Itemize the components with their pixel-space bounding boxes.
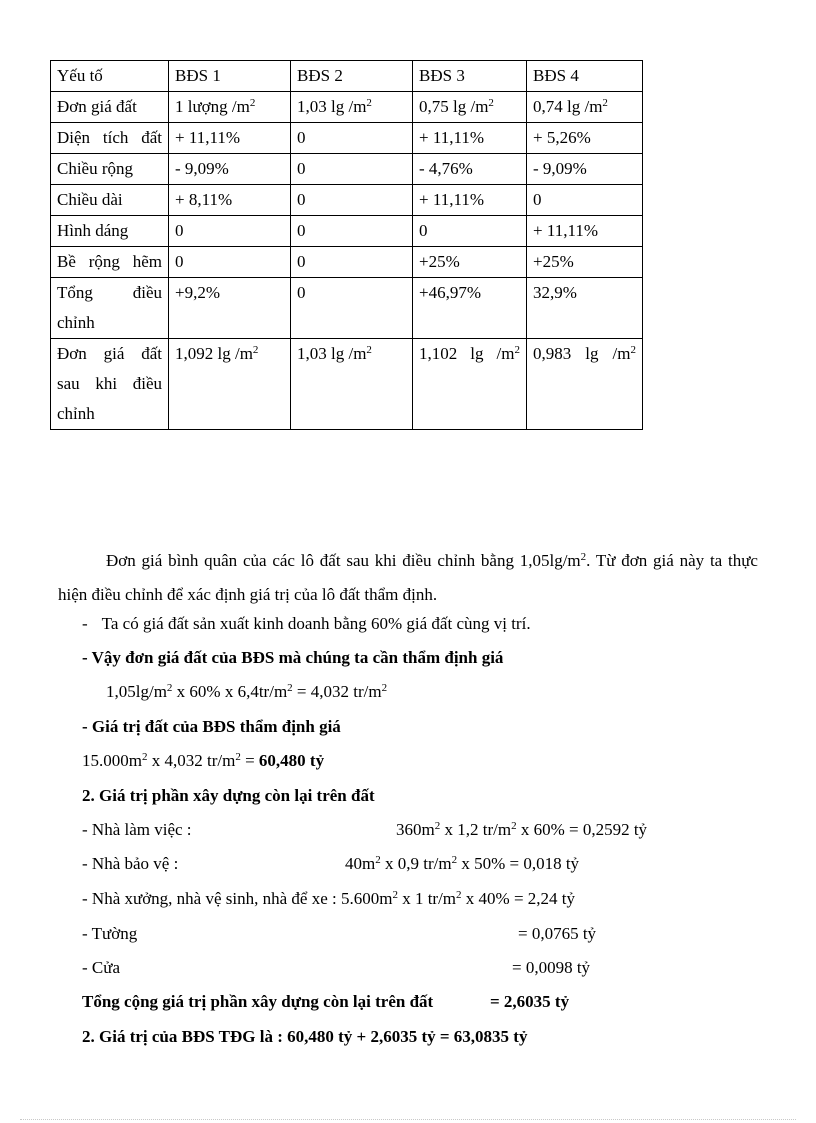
section-heading: 2. Giá trị phần xây dựng còn lại trên đất xyxy=(82,786,375,805)
factor-cell: Chiều rộng xyxy=(51,154,169,185)
summary-paragraph: Đơn giá bình quân của các lô đất sau khi điều chỉnh bằng $1,05\lg/m^2$. Từ đơn giá này ta thực hiện điều chỉnh để xác định giá trị của lô đất thẩm định. xyxy=(58,551,758,604)
table-row xyxy=(51,216,643,247)
table-header-row xyxy=(51,61,643,92)
value-cell: 0,983 $\lg /m^2$ xyxy=(527,339,643,430)
header-cell: BĐS 1 xyxy=(169,61,291,92)
value-cell: +46,97% xyxy=(413,278,527,339)
total-value: = 2,6035 tỷ xyxy=(490,992,570,1011)
value-cell: 1,092 $\lg /m^2$ xyxy=(169,339,291,430)
factor-cell: Bề rộng hẽm xyxy=(51,247,169,278)
header-cell: BĐS 2 xyxy=(291,61,413,92)
factor-cell: Diện tích đất xyxy=(51,123,169,154)
final-value-line: 2. Giá trị của BĐS TĐG là : 60,480 tỷ + 2,6035 tỷ = 63,0835 tỷ xyxy=(82,1027,528,1046)
item-calc: $40m^2$ x 0,9 $tr/m^2$ x 50% = 0,018 tỷ xyxy=(345,854,580,873)
item-value: = 0,0765 tỷ xyxy=(518,924,597,943)
value-cell: 1,03 $\lg /m^2$ xyxy=(291,92,413,123)
value-cell: +25% xyxy=(527,247,643,278)
value-cell: 0 xyxy=(169,247,291,278)
value-cell: 32,9% xyxy=(527,278,643,339)
factor-cell: Đơn giá đất xyxy=(51,92,169,123)
table-row xyxy=(51,154,643,185)
value-cell: + 11,11% xyxy=(413,185,527,216)
total-label: Tổng cộng giá trị phần xây dựng còn lại trên đất xyxy=(82,992,434,1011)
item-label: - Cửa xyxy=(82,958,121,977)
value-cell: + 5,26% xyxy=(527,123,643,154)
value-cell: + 11,11% xyxy=(413,123,527,154)
value-cell: + 11,11% xyxy=(169,123,291,154)
table-row xyxy=(51,278,643,339)
value-cell: 0 xyxy=(291,154,413,185)
land-value-calc: $15.000m^2$ x 4,032 $tr/m^2 = 60,480$ tỷ xyxy=(82,751,325,770)
value-cell: 0 xyxy=(413,216,527,247)
factor-cell: Tổng điều chỉnh xyxy=(51,278,169,339)
page-bottom-rule xyxy=(20,1119,796,1120)
factor-cell: Hình dáng xyxy=(51,216,169,247)
value-cell: + 8,11% xyxy=(169,185,291,216)
comparison-table xyxy=(50,60,643,430)
table-row xyxy=(51,123,643,154)
unit-price-heading: - Vậy đơn giá đất của BĐS mà chúng ta cần thẩm định giá xyxy=(82,648,504,667)
value-cell: 0 xyxy=(527,185,643,216)
value-cell: +25% xyxy=(413,247,527,278)
factor-cell: Chiều dài xyxy=(51,185,169,216)
value-cell: 0 xyxy=(291,185,413,216)
value-cell: - 9,09% xyxy=(527,154,643,185)
header-cell: BĐS 4 xyxy=(527,61,643,92)
item-value: = 0,0098 tỷ xyxy=(512,958,591,977)
value-cell: - 9,09% xyxy=(169,154,291,185)
table-row xyxy=(51,92,643,123)
bullet-item: - Ta có giá đất sản xuất kinh doanh bằng 60% giá đất cùng vị trí. xyxy=(82,614,531,633)
value-cell: 0,74 $\lg /m^2$ xyxy=(527,92,643,123)
value-cell: 1,102 $\lg /m^2$ xyxy=(413,339,527,430)
value-cell: 1,03 $\lg /m^2$ xyxy=(291,339,413,430)
value-cell: +9,2% xyxy=(169,278,291,339)
unit-price-calc: $1,05\lg/m^2$ x 60% x $6,4tr/m^2 = 4,032$ $tr/m^2$ xyxy=(106,682,388,701)
value-cell: 0 xyxy=(291,123,413,154)
value-cell: 1 lượng $/m^2$ xyxy=(169,92,291,123)
table-row xyxy=(51,247,643,278)
value-cell: + 11,11% xyxy=(527,216,643,247)
table-row xyxy=(51,185,643,216)
value-cell: 0 xyxy=(169,216,291,247)
header-cell: BĐS 3 xyxy=(413,61,527,92)
value-cell: 0 xyxy=(291,278,413,339)
item-calc: - Nhà xưởng, nhà vệ sinh, nhà để xe : $5.600m^2$ x 1 $tr/m^2$ x 40% = 2,24 tỷ xyxy=(82,889,576,908)
value-cell: 0,75 $\lg /m^2$ xyxy=(413,92,527,123)
item-label: - Nhà bảo vệ : xyxy=(82,854,179,873)
table-row xyxy=(51,339,643,430)
item-label: - Tường xyxy=(82,924,138,943)
factor-cell: Đơn giá đất sau khi điều chỉnh xyxy=(51,339,169,430)
land-value-heading: - Giá trị đất của BĐS thẩm định giá xyxy=(82,717,341,736)
item-label: - Nhà làm việc : xyxy=(82,820,192,839)
value-cell: - 4,76% xyxy=(413,154,527,185)
value-cell: 0 xyxy=(291,216,413,247)
header-cell: Yếu tố xyxy=(51,61,169,92)
value-cell: 0 xyxy=(291,247,413,278)
item-calc: $360m^2$ x 1,2 $tr/m^2$ x 60% = 0,2592 tỷ xyxy=(396,820,648,839)
